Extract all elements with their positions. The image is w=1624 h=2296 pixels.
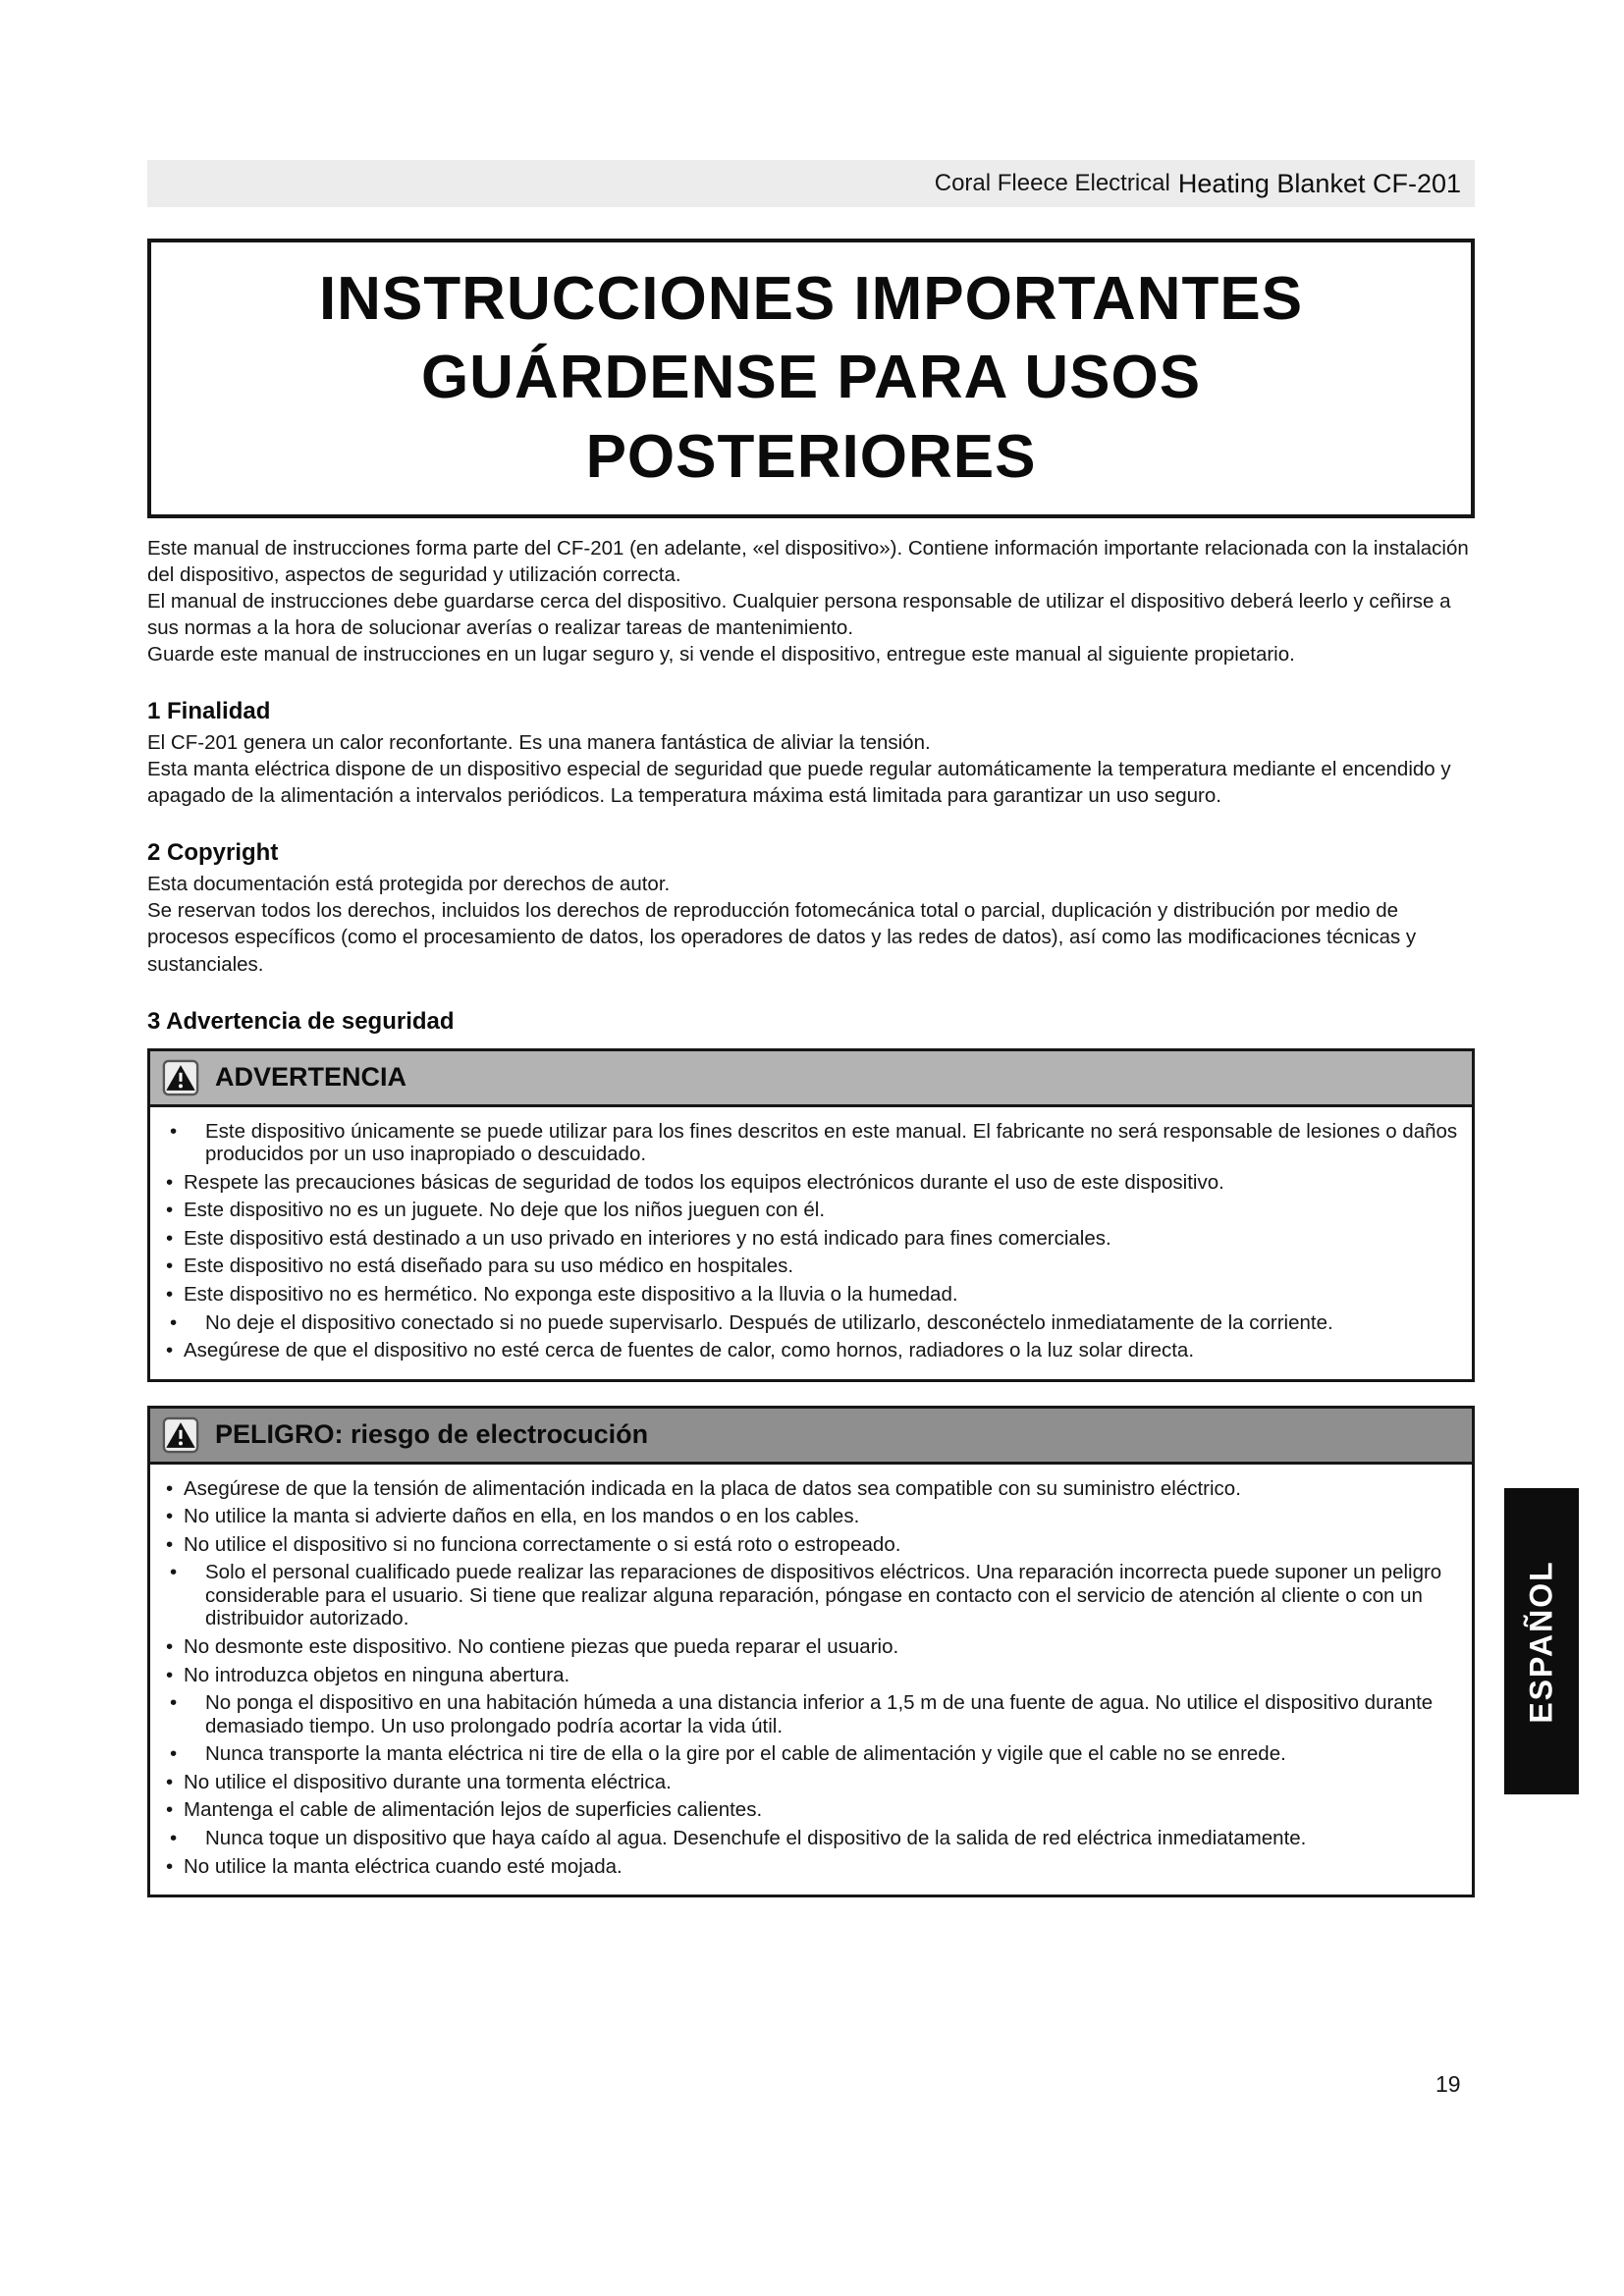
warning-list <box>150 1107 1472 1379</box>
danger-list <box>150 1465 1472 1895</box>
page-number: 19 <box>1435 2071 1461 2097</box>
warning-triangle-icon <box>162 1059 199 1096</box>
paragraph: Esta manta eléctrica dispone de un dispositivo especial de seguridad que puede regular automáticamente la temperatura mediante el encendido y apagado de la alimentación a intervalos periódicos. La temperatura máxima está limitada para garantizar un uso seguro. <box>147 758 1451 808</box>
product-name-light: Coral Fleece Electrical <box>934 170 1170 196</box>
list-item: • Este dispositivo no está diseñado para su uso médico en hospitales. <box>158 1255 1460 1278</box>
list-item: • No ponga el dispositivo en una habitación húmeda a una distancia inferior a 1,5 m de una fuente de agua. No utilice el dispositivo durante demasiado tiempo. Un uso prolongado podría acortar la vida útil. <box>158 1691 1460 1737</box>
paragraph: El manual de instrucciones debe guardarse cerca del dispositivo. Cualquier persona responsable de utilizar el dispositivo deberá leerlo y ceñirse a sus normas a la hora de solucionar averías o realizar tareas de mantenimiento. <box>147 590 1451 640</box>
list-item: • Asegúrese de que la tensión de alimentación indicada en la placa de datos sea compatible con su suministro eléctrico. <box>158 1477 1460 1501</box>
warning-box-header <box>150 1051 1472 1107</box>
list-item: • Solo el personal cualificado puede realizar las reparaciones de dispositivos eléctricos. Una reparación incorrecta puede suponer un peligro considerable para el usuario. Si tiene que realizar alguna reparación, póngase en contacto con el servicio de atención al cliente o con un distribuidor autorizado. <box>158 1561 1460 1630</box>
section-heading-finalidad: 1 Finalidad <box>147 698 271 725</box>
list-item: • Mantenga el cable de alimentación lejos de superficies calientes. <box>158 1798 1460 1822</box>
list-item: • Este dispositivo está destinado a un uso privado en interiores y no está indicado para fines comerciales. <box>158 1227 1460 1251</box>
product-name-bold: Heating Blanket CF-201 <box>1177 168 1461 198</box>
title-box <box>147 239 1475 518</box>
list-item: • No utilice el dispositivo durante una tormenta eléctrica. <box>158 1771 1460 1794</box>
section-finalidad-body <box>147 729 1475 809</box>
page-title-line-1: INSTRUCCIONES IMPORTANTES <box>318 264 1304 333</box>
list-item: • Respete las precauciones básicas de seguridad de todos los equipos electrónicos durante el uso de este dispositivo. <box>158 1171 1460 1195</box>
page-title-line-3: POSTERIORES <box>585 422 1037 491</box>
section-heading-advertencia: 3 Advertencia de seguridad <box>147 1007 455 1035</box>
language-tab-label: ESPAÑOL <box>1523 1559 1559 1724</box>
list-item: • No desmonte este dispositivo. No contiene piezas que pueda reparar el usuario. <box>158 1635 1460 1659</box>
header-bar <box>147 160 1475 207</box>
list-item: • No utilice la manta eléctrica cuando esté mojada. <box>158 1855 1460 1879</box>
list-item: • Este dispositivo no es un juguete. No deje que los niños jueguen con él. <box>158 1199 1460 1222</box>
section-copyright-body <box>147 871 1475 977</box>
list-item: • No utilice la manta si advierte daños en ella, en los mandos o en los cables. <box>158 1505 1460 1528</box>
danger-box <box>147 1406 1475 1897</box>
list-item: • Asegúrese de que el dispositivo no esté cerca de fuentes de calor, como hornos, radiadores o la luz solar directa. <box>158 1339 1460 1362</box>
danger-box-header <box>150 1409 1472 1465</box>
paragraph: Esta documentación está protegida por derechos de autor. <box>147 873 671 896</box>
list-item: • Nunca toque un dispositivo que haya caído al agua. Desenchufe el dispositivo de la salida de red eléctrica inmediatamente. <box>158 1827 1460 1850</box>
danger-box-title: PELIGRO: riesgo de electrocución <box>215 1418 649 1449</box>
warning-box <box>147 1048 1475 1382</box>
paragraph: El CF-201 genera un calor reconfortante. Es una manera fantástica de aliviar la tensión. <box>147 731 931 755</box>
intro-paragraphs <box>147 535 1475 667</box>
list-item: • Este dispositivo no es hermético. No exponga este dispositivo a la lluvia o la humedad. <box>158 1283 1460 1307</box>
list-item: • Este dispositivo únicamente se puede utilizar para los fines descritos en este manual. El fabricante no será responsable de lesiones o daños producidos por un uso inapropiado o descuidado. <box>158 1120 1460 1166</box>
page-title-line-2: GUÁRDENSE PARA USOS <box>420 344 1202 412</box>
section-heading-copyright: 2 Copyright <box>147 839 279 867</box>
paragraph: Se reservan todos los derechos, incluidos los derechos de reproducción fotomecánica total o parcial, duplicación y distribución por medio de procesos específicos (como el procesamiento de datos, los operadores de datos y las redes de datos), así como las modificaciones técnicas y sustanciales. <box>147 899 1417 976</box>
list-item: • Nunca transporte la manta eléctrica ni tire de ella o la gire por el cable de alimentación y vigile que el cable no se enrede. <box>158 1742 1460 1766</box>
paragraph: Este manual de instrucciones forma parte del CF-201 (en adelante, «el dispositivo»). Contiene información importante relacionada con la instalación del dispositivo, aspectos de seguridad y utilización correcta. <box>147 537 1469 587</box>
content-column <box>147 535 1475 1897</box>
language-tab-espanol <box>1504 1488 1579 1794</box>
paragraph: Guarde este manual de instrucciones en un lugar seguro y, si vende el dispositivo, entregue este manual al siguiente propietario. <box>147 643 1295 667</box>
warning-triangle-icon <box>162 1416 199 1454</box>
warning-box-title: ADVERTENCIA <box>215 1061 407 1092</box>
list-item: • No introduzca objetos en ninguna abertura. <box>158 1664 1460 1687</box>
list-item: • No deje el dispositivo conectado si no puede supervisarlo. Después de utilizarlo, desconéctelo inmediatamente de la corriente. <box>158 1311 1460 1335</box>
list-item: • No utilice el dispositivo si no funciona correctamente o si está roto o estropeado. <box>158 1533 1460 1557</box>
